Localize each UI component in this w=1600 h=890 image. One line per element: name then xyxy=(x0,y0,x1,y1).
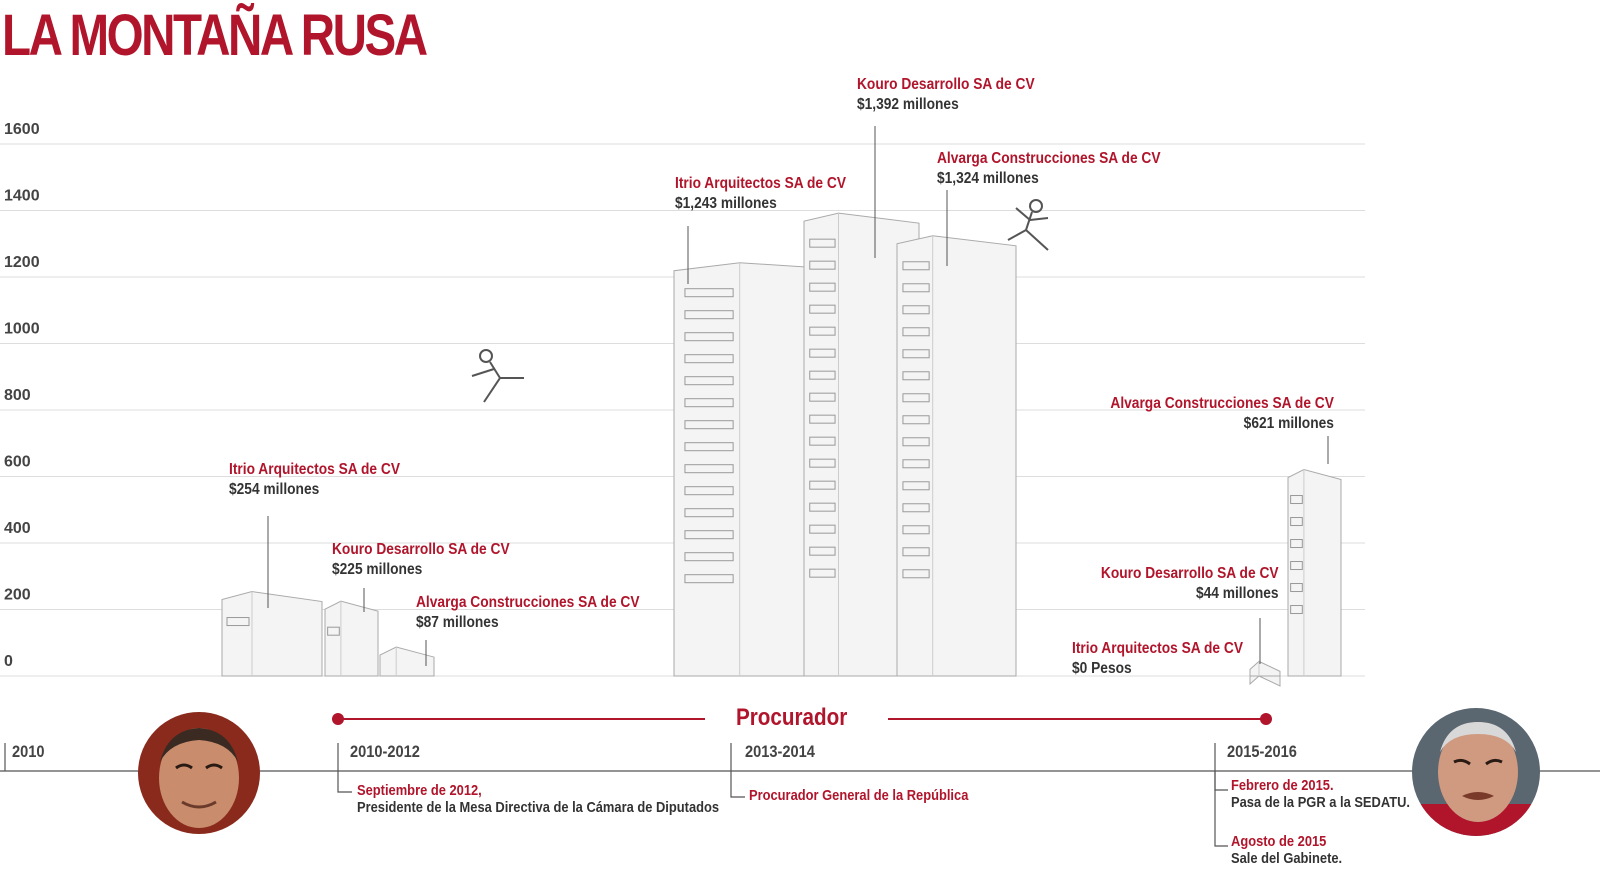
company-name: Kouro Desarrollo SA de CV xyxy=(1101,565,1279,582)
event-desc: Sale del Gabinete. xyxy=(1231,850,1343,867)
bar-building xyxy=(1250,661,1280,676)
amount-value: $44 millones xyxy=(1196,585,1279,602)
event-title: Agosto de 2015 xyxy=(1231,833,1327,850)
avatar xyxy=(138,712,260,834)
role-range-dot xyxy=(332,713,344,725)
building-body xyxy=(1250,676,1280,686)
y-tick-label: 600 xyxy=(4,453,31,471)
role-label: Procurador xyxy=(736,704,848,731)
timeline-event xyxy=(749,787,968,804)
company-name: Alvarga Construcciones SA de CV xyxy=(1110,395,1334,412)
company-name: Itrio Arquitectos SA de CV xyxy=(675,175,847,192)
y-tick-label: 1200 xyxy=(4,254,40,271)
y-tick-label: 1000 xyxy=(4,320,40,338)
data-label xyxy=(332,540,510,580)
company-name: Kouro Desarrollo SA de CV xyxy=(332,541,510,558)
building-body xyxy=(222,592,322,676)
event-connector xyxy=(1215,771,1228,846)
y-tick-label: 200 xyxy=(4,586,31,604)
data-label xyxy=(229,460,400,500)
building-body xyxy=(897,236,1016,676)
event-desc: Pasa de la PGR a la SEDATU. xyxy=(1231,794,1411,811)
event-title: Procurador General de la República xyxy=(749,787,969,804)
falling-figure-icon xyxy=(1008,200,1048,250)
company-name: Alvarga Construcciones SA de CV xyxy=(416,594,640,611)
event-connector xyxy=(731,771,745,797)
timeline-year-start: 2010 xyxy=(12,742,45,761)
data-label xyxy=(1110,394,1334,434)
timeline-period-label: 2013-2014 xyxy=(745,742,815,761)
amount-value: $1,243 millones xyxy=(675,195,777,212)
building-body xyxy=(325,601,378,676)
data-label xyxy=(1101,564,1279,604)
amount-value: $1,392 millones xyxy=(857,96,959,113)
timeline-period-label: 2015-2016 xyxy=(1227,742,1297,761)
amount-value: $1,324 millones xyxy=(937,170,1039,187)
timeline-event xyxy=(1231,777,1410,811)
company-name: Alvarga Construcciones SA de CV xyxy=(937,150,1161,167)
bars xyxy=(222,213,1341,686)
bar-building xyxy=(897,236,1016,676)
timeline-event xyxy=(357,782,719,816)
y-tick-label: 0 xyxy=(4,653,13,670)
y-tick-label: 800 xyxy=(4,387,31,404)
data-label xyxy=(675,174,846,214)
event-connector xyxy=(338,771,352,792)
event-title: Septiembre de 2012, xyxy=(357,782,482,799)
chart-title: LA MONTAÑA RUSA xyxy=(2,3,426,68)
data-label xyxy=(1072,639,1243,679)
company-name: Itrio Arquitectos SA de CV xyxy=(229,461,401,478)
bar-building xyxy=(325,601,378,676)
falling-figure-icon xyxy=(472,350,524,402)
y-tick-label: 1600 xyxy=(4,121,40,138)
timeline-period-label: 2010-2012 xyxy=(350,742,420,761)
company-name: Kouro Desarrollo SA de CV xyxy=(857,76,1035,93)
amount-value: $225 millones xyxy=(332,561,423,578)
role-range-dot xyxy=(1260,713,1272,725)
y-tick-label: 400 xyxy=(4,520,31,537)
avatar xyxy=(1412,708,1540,836)
building-body xyxy=(1250,661,1280,676)
timeline-event xyxy=(1231,833,1342,867)
data-label xyxy=(416,593,640,633)
data-label xyxy=(857,75,1035,115)
bar-building xyxy=(1250,676,1280,686)
event-title: Febrero de 2015. xyxy=(1231,777,1334,794)
event-desc: Presidente de la Mesa Directiva de la Cámara de Diputados xyxy=(357,799,720,816)
amount-value: $621 millones xyxy=(1243,415,1334,432)
building-body xyxy=(1288,470,1341,676)
bar-building xyxy=(1288,470,1341,676)
company-name: Itrio Arquitectos SA de CV xyxy=(1072,640,1244,657)
data-label xyxy=(937,149,1161,189)
amount-value: $254 millones xyxy=(229,481,320,498)
amount-value: $87 millones xyxy=(416,614,499,631)
amount-value: $0 Pesos xyxy=(1072,660,1132,677)
y-tick-label: 1400 xyxy=(4,187,40,205)
bar-building xyxy=(222,592,322,676)
event-connector xyxy=(1215,771,1228,790)
